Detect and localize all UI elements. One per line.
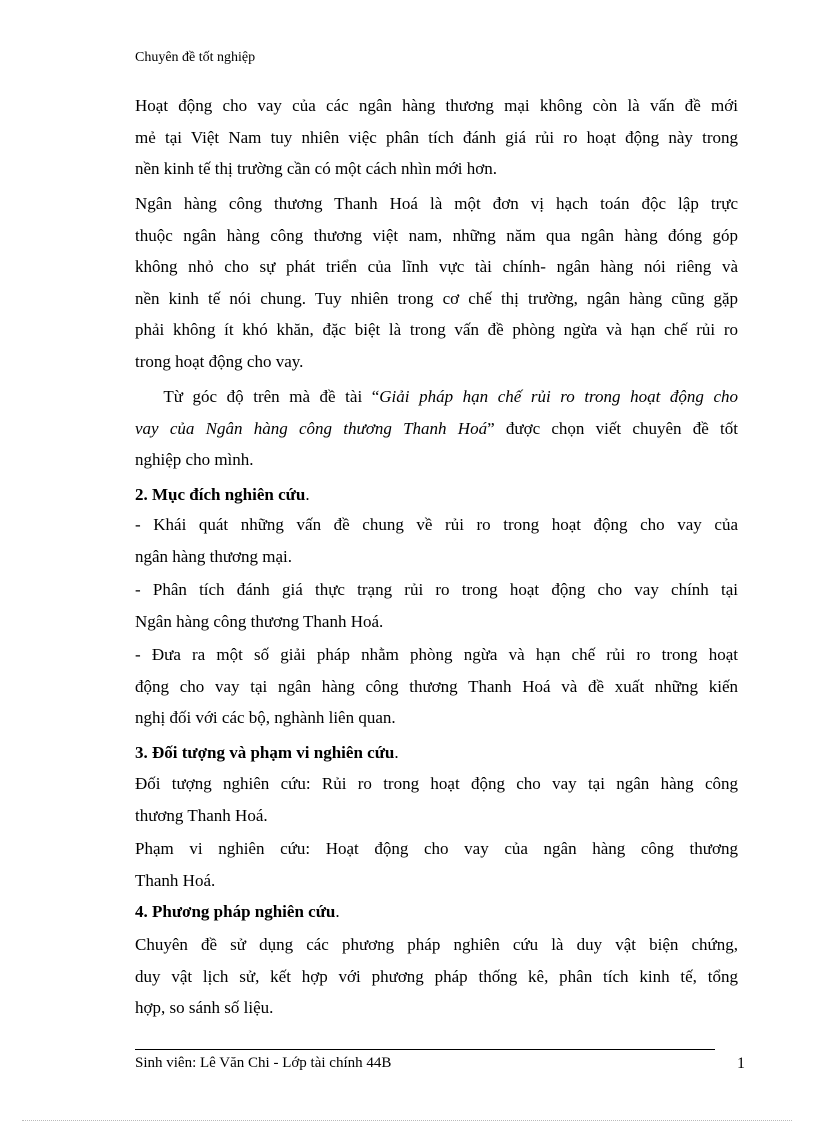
text-line: nghị đối với các bộ, nghành liên quan. bbox=[135, 708, 396, 727]
text-line: Ngân hàng công thương Thanh Hoá. bbox=[135, 611, 384, 631]
text-line: nền kinh tế nói chung. Tuy nhiên trong cơ chế thị trường, ngân hàng cũng gặp bbox=[135, 288, 738, 308]
text-line: nền kinh tế thị trường cần có một cách nhìn mới hơn. bbox=[135, 159, 497, 178]
heading-dot: . bbox=[394, 743, 399, 762]
text-line: động cho vay tại ngân hàng công thương Thanh Hoá và đề xuất những kiến bbox=[135, 676, 738, 696]
heading-dot: . bbox=[335, 902, 340, 921]
text-line: Chuyên đề sử dụng các phương pháp nghiên cứu là duy vật biện chứng, bbox=[135, 935, 738, 954]
page-number: 1 bbox=[737, 1055, 745, 1072]
text-line: ngân hàng thương mại. bbox=[135, 546, 293, 566]
text-line: duy vật lịch sử, kết hợp với phương pháp thống kê, phân tích kinh tế, tổng bbox=[135, 966, 738, 986]
text-line: nghiệp cho mình. bbox=[135, 450, 254, 469]
text-run: Từ góc độ trên mà đề tài “ bbox=[135, 387, 380, 406]
section-4-paragraph bbox=[135, 929, 738, 1024]
text-line: hợp, so sánh số liệu. bbox=[135, 998, 274, 1017]
section-3-item-2 bbox=[135, 833, 738, 896]
section-2-item-2 bbox=[135, 574, 738, 637]
text-line: Phạm vi nghiên cứu: Hoạt động cho vay của ngân hàng công thương bbox=[135, 839, 738, 858]
section-2-item-1 bbox=[135, 509, 738, 572]
text-line: Ngân hàng công thương Thanh Hoá là một đơn vị hạch toán độc lập trực bbox=[135, 194, 738, 213]
text-line: - Đưa ra một số giải pháp nhằm phòng ngừa và hạn chế rủi ro trong hoạt bbox=[135, 645, 738, 664]
text-line: Đối tượng nghiên cứu: Rủi ro trong hoạt động cho vay tại ngân hàng công bbox=[135, 774, 738, 793]
text-line: phải không ít khó khăn, đặc biệt là trong vấn đề phòng ngừa và hạn chế rủi ro bbox=[135, 320, 738, 339]
page-header: Chuyên đề tốt nghiệp bbox=[135, 50, 256, 65]
text-run: ” được chọn viết chuyên đề tốt bbox=[487, 418, 738, 438]
text-line: Thanh Hoá. bbox=[135, 870, 216, 890]
text-line bbox=[135, 381, 738, 413]
heading-text: 3. Đối tượng và phạm vi nghiên cứu bbox=[135, 743, 395, 762]
section-3-heading bbox=[135, 743, 399, 763]
text-line: không nhỏ cho sự phát triển của lĩnh vực tài chính- ngân hàng nói riêng và bbox=[135, 257, 738, 276]
footer-divider bbox=[135, 1049, 715, 1050]
intro-paragraph-2 bbox=[135, 188, 738, 377]
footer-student-info: Sinh viên: Lê Văn Chi - Lớp tài chính 44B bbox=[135, 1055, 392, 1071]
heading-dot: . bbox=[305, 485, 310, 504]
heading-text: 4. Phương pháp nghiên cứu bbox=[135, 902, 336, 921]
section-3-item-1 bbox=[135, 768, 738, 831]
text-line: thương Thanh Hoá. bbox=[135, 805, 268, 825]
text-line: Hoạt động cho vay của các ngân hàng thương mại không còn là vấn đề mới bbox=[135, 96, 738, 115]
topic-title-italic: vay của Ngân hàng công thương Thanh Hoá bbox=[135, 418, 488, 438]
text-line: - Phân tích đánh giá thực trạng rủi ro trong hoạt động cho vay chính tại bbox=[135, 580, 738, 599]
section-2-item-3 bbox=[135, 639, 738, 734]
text-line: thuộc ngân hàng công thương việt nam, những năm qua ngân hàng đóng góp bbox=[135, 225, 738, 245]
page-break-divider bbox=[22, 1120, 792, 1121]
text-line: mẻ tại Việt Nam tuy nhiên việc phân tích đánh giá rủi ro hoạt động này trong bbox=[135, 127, 738, 147]
section-2-heading bbox=[135, 485, 310, 505]
text-line: - Khái quát những vấn đề chung về rủi ro trong hoạt động cho vay của bbox=[135, 515, 738, 534]
heading-text: 2. Mục đích nghiên cứu bbox=[135, 485, 306, 504]
topic-title-italic: Giải pháp hạn chế rủi ro trong hoạt động cho bbox=[379, 387, 738, 406]
text-line bbox=[135, 413, 738, 445]
intro-paragraph-3 bbox=[135, 381, 738, 476]
intro-paragraph-1 bbox=[135, 90, 738, 185]
section-4-heading bbox=[135, 902, 340, 922]
text-line: trong hoạt động cho vay. bbox=[135, 351, 304, 371]
